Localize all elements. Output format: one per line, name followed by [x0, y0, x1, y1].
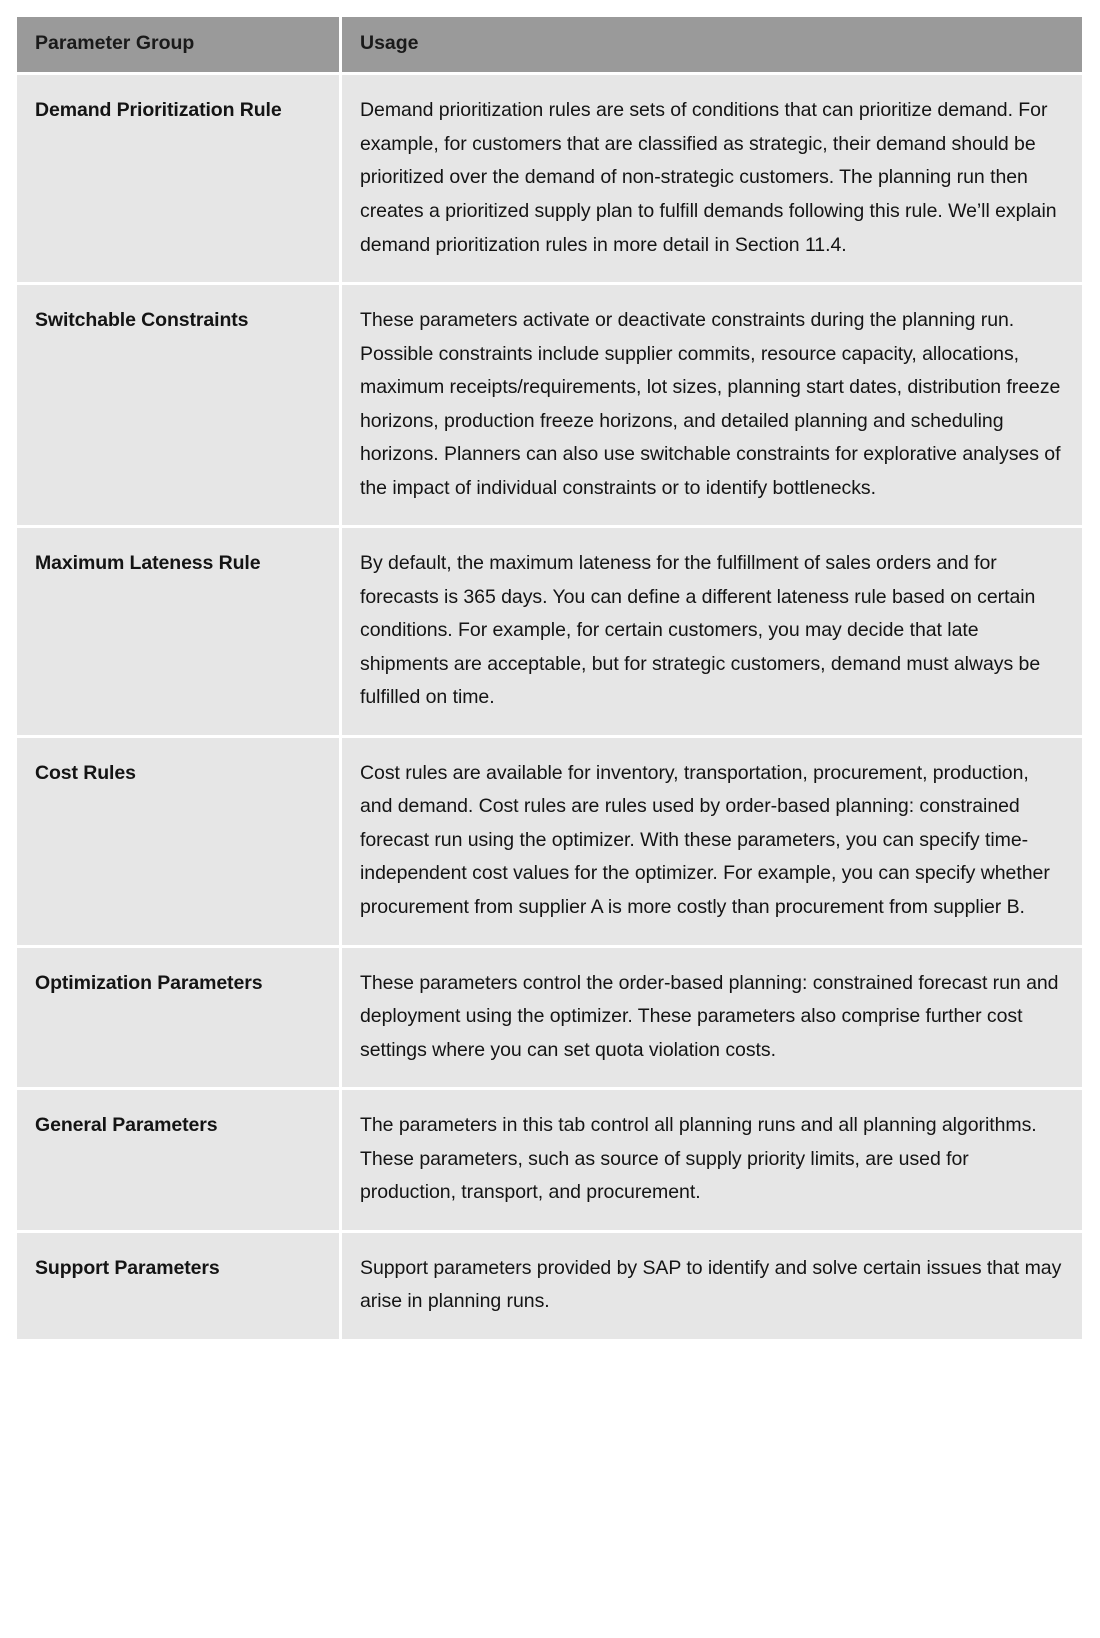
table-row: [17, 948, 1082, 1088]
parameter-group-cell: Demand Prioritization Rule: [17, 75, 339, 282]
table-row: [17, 528, 1082, 735]
parameter-group-cell: Maximum Lateness Rule: [17, 528, 339, 735]
column-header-parameter-group: Parameter Group: [17, 17, 339, 72]
table-header-row: [17, 17, 1082, 72]
usage-cell: By default, the maximum lateness for the fulfillment of sales orders and for forecasts is 365 days. You can define a different lateness rule based on certain conditions. For example, for certain customers, you may decide that late shipments are acceptable, but for strategic customers, demand must always be fulfilled on time.: [342, 528, 1082, 735]
table-body: [17, 75, 1082, 1338]
parameter-group-cell: Cost Rules: [17, 738, 339, 945]
table-row: [17, 285, 1082, 525]
table-row: [17, 738, 1082, 945]
column-header-usage: Usage: [342, 17, 1082, 72]
usage-cell: Cost rules are available for inventory, transportation, procurement, production, and demand. Cost rules are rules used by order-based planning: constrained forecast run using the optimizer. With these parameters, you can specify time-independent cost values for the optimizer. For example, you can specify whether procurement from supplier A is more costly than procurement from supplier B.: [342, 738, 1082, 945]
usage-cell: The parameters in this tab control all planning runs and all planning algorithms. These parameters, such as source of supply priority limits, are used for production, transport, and procurement.: [342, 1090, 1082, 1230]
parameter-group-cell: Switchable Constraints: [17, 285, 339, 525]
table-row: [17, 1233, 1082, 1339]
table-header: [17, 17, 1082, 72]
usage-cell: These parameters control the order-based planning: constrained forecast run and deployment using the optimizer. These parameters also comprise further cost settings where you can set quota violation costs.: [342, 948, 1082, 1088]
table-row: [17, 75, 1082, 282]
usage-cell: These parameters activate or deactivate constraints during the planning run. Possible constraints include supplier commits, resource capacity, allocations, maximum receipts/requirements, lot sizes, planning start dates, distribution freeze horizons, production freeze horizons, and detailed planning and scheduling horizons. Planners can also use switchable constraints for explorative analyses of the impact of individual constraints or to identify bottlenecks.: [342, 285, 1082, 525]
parameter-groups-table: [14, 14, 1085, 1342]
usage-cell: Demand prioritization rules are sets of conditions that can prioritize demand. For example, for customers that are classified as strategic, their demand should be prioritized over the demand of non-strategic customers. The planning run then creates a prioritized supply plan to fulfill demands following this rule. We’ll explain demand prioritization rules in more detail in Section 11.4.: [342, 75, 1082, 282]
usage-cell: Support parameters provided by SAP to identify and solve certain issues that may arise in planning runs.: [342, 1233, 1082, 1339]
parameter-group-cell: Optimization Parameters: [17, 948, 339, 1088]
parameter-group-cell: Support Parameters: [17, 1233, 339, 1339]
parameter-groups-table-wrapper: [14, 14, 1085, 1342]
table-row: [17, 1090, 1082, 1230]
parameter-group-cell: General Parameters: [17, 1090, 339, 1230]
